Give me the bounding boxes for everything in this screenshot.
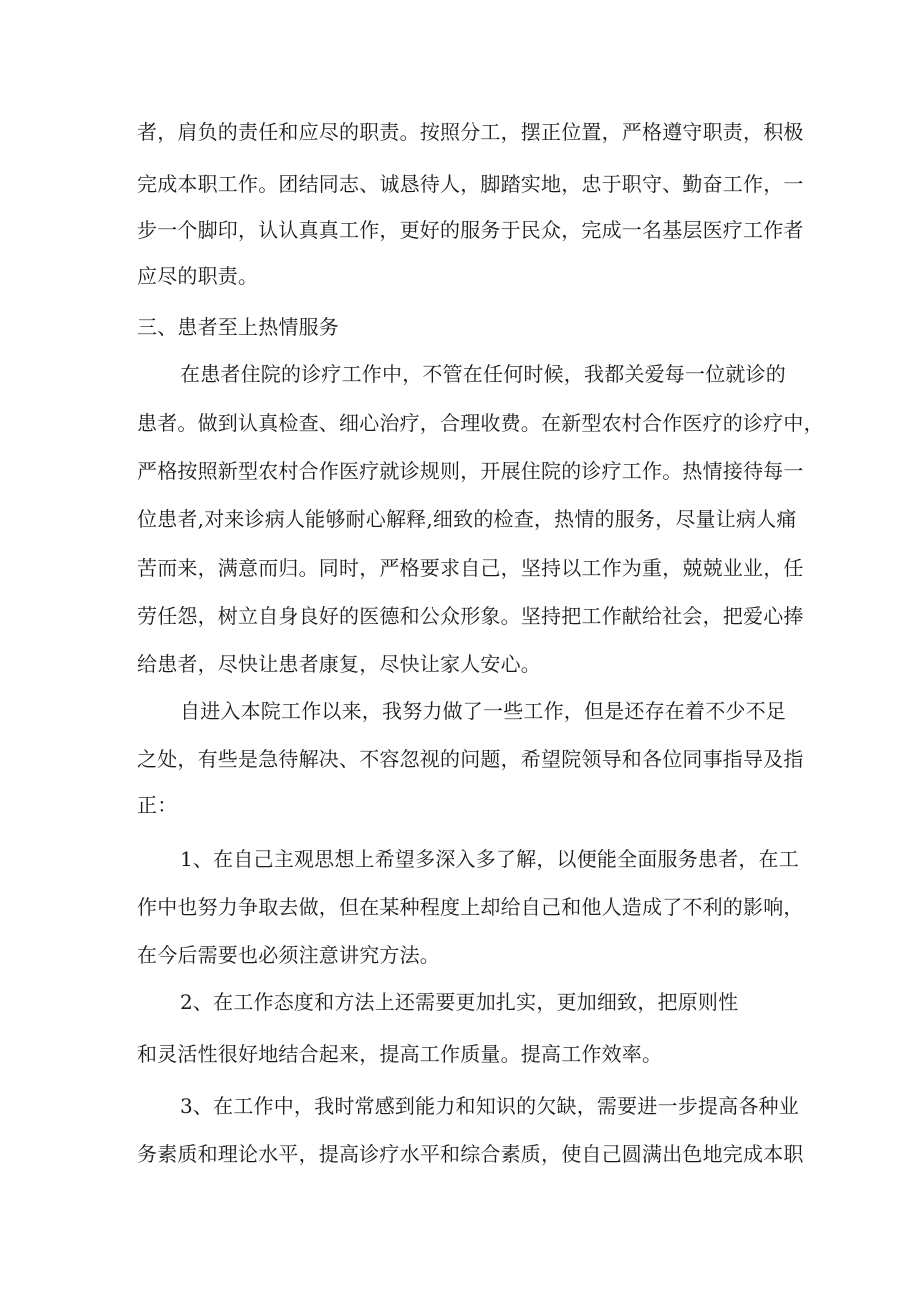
paragraph-line: 之处，有些是急待解决、不容忽视的问题，希望院领导和各位同事指导及指 <box>137 747 804 771</box>
paragraph-line: 位患者,对来诊病人能够耐心解释,细致的检查，热情的服务，尽量让病人痛 <box>137 507 797 531</box>
paragraph-line: 正： <box>137 793 178 817</box>
list-item-line: 1、在自己主观思想上希望多深入多了解，以便能全面服务患者，在工 <box>180 847 799 871</box>
paragraph-line: 患者。做到认真检查、细心治疗，合理收费。在新型农村合作医疗的诊疗中， <box>137 411 824 435</box>
paragraph-line: 严格按照新型农村合作医疗就诊规则，开展住院的诊疗工作。热情接待每一 <box>137 459 804 483</box>
paragraph-line: 自进入本院工作以来，我努力做了一些工作，但是还存在着不少不足 <box>180 699 786 723</box>
paragraph-line: 完成本职工作。团结同志、诚恳待人，脚踏实地，忠于职守、勤奋工作，一 <box>137 172 804 196</box>
list-item-line: 和灵活性很好地结合起来，提高工作质量。提高工作效率。 <box>137 1042 663 1066</box>
paragraph-line: 给患者，尽快让患者康复，尽快让家人安心。 <box>137 652 541 676</box>
list-item-line: 务素质和理论水平，提高诊疗水平和综合素质，使自己圆满出色地完成本职 <box>137 1142 804 1166</box>
paragraph-line: 应尽的职责。 <box>137 264 259 288</box>
list-item-line: 2、在工作态度和方法上还需要更加扎实，更加细致，把原则性 <box>180 990 739 1014</box>
section-heading: 三、患者至上热情服务 <box>137 315 339 339</box>
list-item-line: 作中也努力争取去做，但在某种程度上却给自己和他人造成了不利的影响， <box>137 895 804 919</box>
paragraph-line: 在患者住院的诊疗工作中，不管在任何时候，我都关爱每一位就诊的 <box>180 362 786 386</box>
paragraph-line: 苦而来，满意而归。同时，严格要求自己，坚持以工作为重，兢兢业业，任 <box>137 556 804 580</box>
paragraph-line: 步一个脚印，认认真真工作，更好的服务于民众，完成一名基层医疗工作者 <box>137 218 804 242</box>
list-item-line: 在今后需要也必须注意讲究方法。 <box>137 943 440 967</box>
paragraph-line: 者，肩负的责任和应尽的职责。按照分工，摆正位置，严格遵守职责，积极 <box>137 120 804 144</box>
list-item-line: 3、在工作中，我时常感到能力和知识的欠缺，需要进一步提高各种业 <box>180 1094 799 1118</box>
paragraph-line: 劳任怨，树立自身良好的医德和公众形象。坚持把工作献给社会，把爱心捧 <box>137 604 804 628</box>
